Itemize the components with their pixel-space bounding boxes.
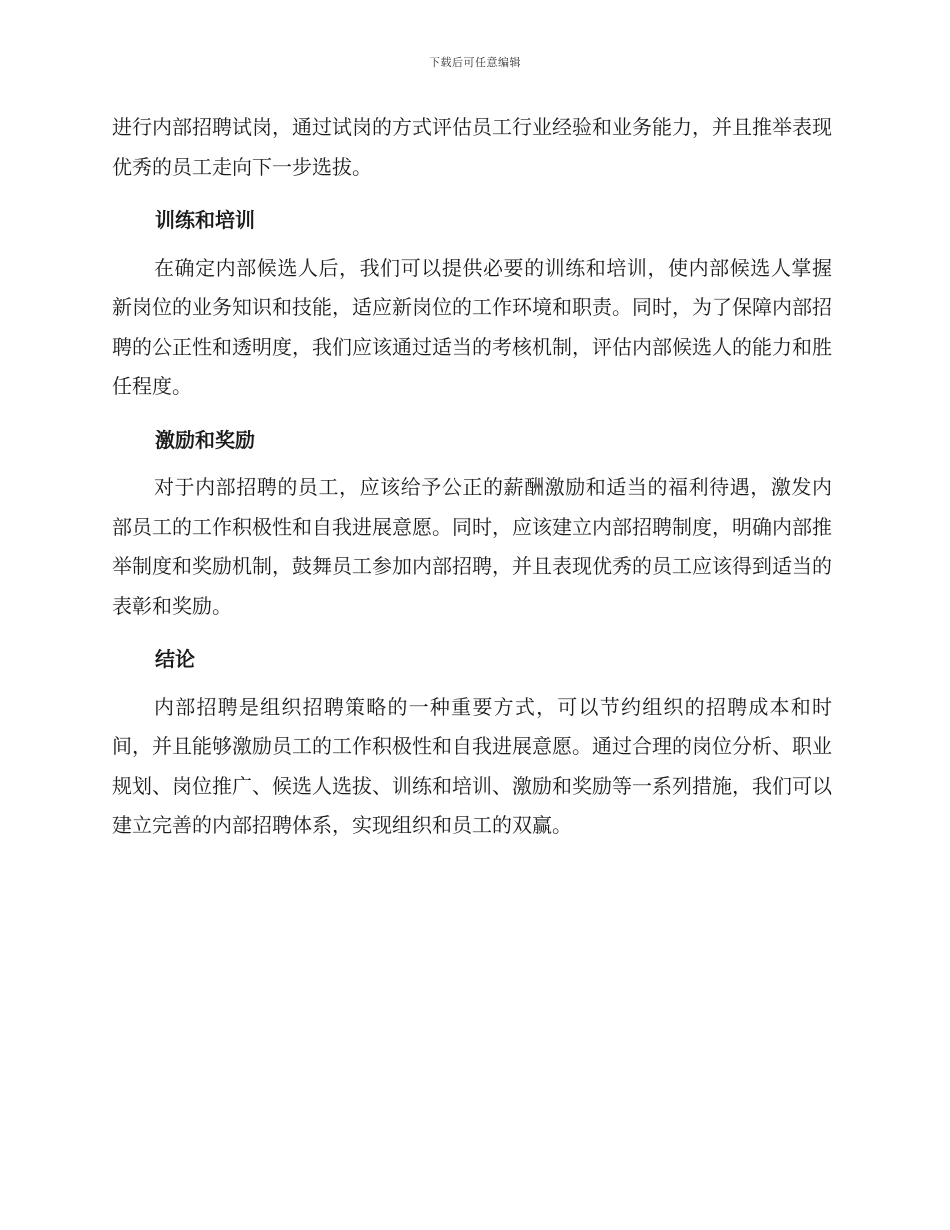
section-heading-training: 训练和培训 xyxy=(155,208,255,232)
document-body xyxy=(112,108,832,846)
training-paragraph: 在确定内部候选人后，我们可以提供必要的训练和培训，使内部候选人掌握新岗位的业务知识和技能，适应新岗位的工作环境和职责。同时，为了保障内部招聘的公正性和透明度，我们应该通过适当的考核机制，评估内部候选人的能力和胜任程度。 xyxy=(112,255,832,398)
section-heading-conclusion: 结论 xyxy=(155,647,195,671)
section-heading-incentive: 激励和奖励 xyxy=(155,427,255,452)
intro-paragraph: 进行内部招聘试岗，通过试岗的方式评估员工行业经验和业务能力，并且推举表现优秀的员工走向下一步选拔。 xyxy=(112,115,832,179)
page-header-note: 下载后可任意编辑 xyxy=(429,56,521,69)
incentive-paragraph: 对于内部招聘的员工，应该给予公正的薪酬激励和适当的福利待遇，激发内部员工的工作积极性和自我进展意愿。同时，应该建立内部招聘制度，明确内部推举制度和奖励机制，鼓舞员工参加内部招聘，并且表现优秀的员工应该得到适当的表彰和奖励。 xyxy=(112,475,832,618)
conclusion-paragraph: 内部招聘是组织招聘策略的一种重要方式，可以节约组织的招聘成本和时间，并且能够激励员工的工作积极性和自我进展意愿。通过合理的岗位分析、职业规划、岗位推广、候选人选拔、训练和培训、激励和奖励等一系列措施，我们可以建立完善的内部招聘体系，实现组织和员工的双赢。 xyxy=(112,694,832,837)
